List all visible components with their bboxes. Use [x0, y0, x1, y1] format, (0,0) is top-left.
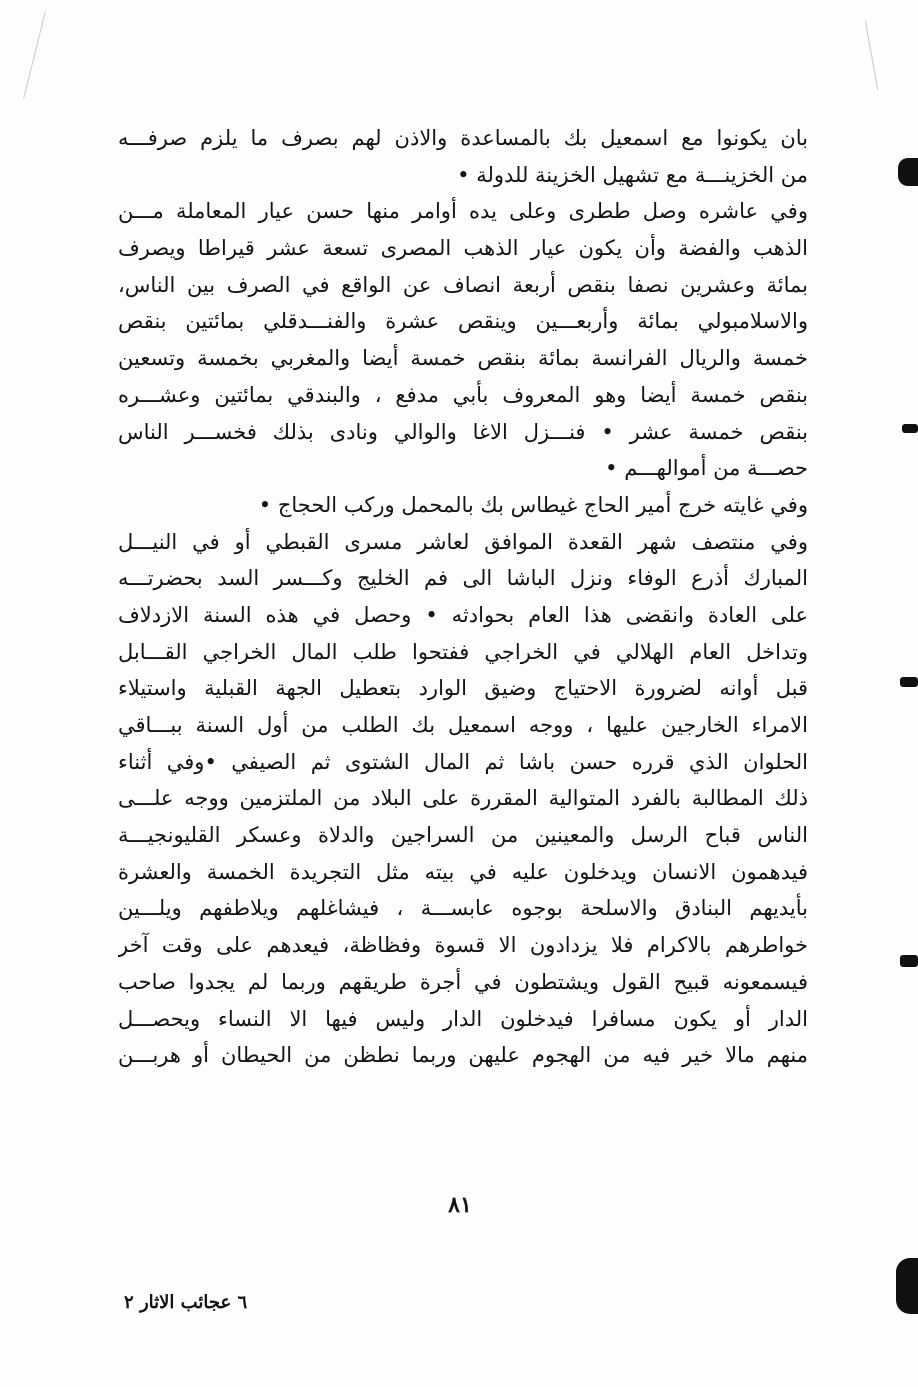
text-line: الدار أو يكون مسافرا فيدخلون الدار وليس فيها الا النساء ويحصـــل: [118, 1006, 808, 1031]
text-line: من الخزينـــة مع تشهيل الخزينة للدولة •: [457, 162, 808, 187]
text-line: بان يكونوا مع اسمعيل بك بالمساعدة والاذن لهم بصرف ما يلزم صرفـــه: [118, 126, 808, 150]
scan-binding-mark: [896, 1258, 918, 1314]
text-line: الامراء الخارجين عليها ، ووجه اسمعيل بك الطلب من أول السنة ببـــاقي: [118, 713, 808, 737]
paper-crease: [23, 11, 46, 99]
text-line: وفي غايته خرج أمير الحاج غيطاس بك بالمحمل وركب الحجاج •: [258, 492, 808, 517]
text-line: بنقص خمسة عشر • فنـــزل الاغا والوالي ونادى بذلك فخســـر الناس: [118, 419, 808, 444]
scan-binding-mark: [900, 955, 918, 967]
text-line: ذلك المطالبة بالفرد المتوالية المقررة على البلاد من الملتزمين ووجه علـــى: [118, 786, 808, 811]
text-line: خمسة والريال الفرانسة بمائة بنقص خمسة أيضا والمغربي بخمسة وتسعين: [118, 346, 808, 371]
text-line: والاسلامبولي بمائة وأربعـــين وينقص عشرة والفنـــدقلي بمائتين بنقص: [118, 309, 808, 334]
paper-crease: [865, 20, 878, 89]
text-line: المبارك أذرع الوفاء ونزل الباشا الى فم الخليج وكـــسر السد بحضرتـــه: [118, 566, 808, 591]
page-number: ٨١: [448, 1192, 472, 1218]
text-line: فيسمعونه قبيح القول ويشتطون في أجرة طريقهم وربما لم يجدوا صاحب: [118, 969, 808, 994]
text-line: قبل أوانه لضرورة الاحتياج وضيق الوارد بتعطيل الجهة القبلية واستيلاء: [118, 676, 808, 701]
text-line: حصـــة من أموالهـــم •: [605, 456, 808, 481]
text-line: بنقص خمسة أيضا وهو المعروف بأبي مدفع ، والبندقي بمائتين وعشـــره: [118, 382, 808, 407]
text-line: منهم مالا خير فيه من الهجوم عليهن وربما نطظن من الحيطان أو هربـــن: [118, 1043, 808, 1068]
text-line: بمائة وعشرين نصفا بنقص أربعة انصاف عن الواقع في الصرف بين الناس،: [118, 272, 808, 297]
body-text: [118, 120, 808, 1074]
text-line: الحلوان الذي قرره حسن باشا ثم المال الشتوى ثم الصيفي •وفي أثناء: [118, 749, 808, 774]
scan-binding-mark: [898, 158, 918, 186]
text-line: بأيديهم البنادق والاسلحة بوجوه عابســـة ، فيشاغلهم ويلاطفهم ويلـــين: [118, 896, 808, 921]
scan-binding-mark: [902, 424, 918, 433]
footer-signature: ٦ عجائب الاثار ٢: [124, 1292, 248, 1313]
text-line: خواطرهم بالاكرام فلا يزدادون الا قسوة وفظاظة، فيعدهم على وقت آخر: [118, 933, 808, 958]
text-line: الناس قباح الرسل والمعينين من السراجين والدلاة وعسكر القليونجيـــة: [118, 823, 808, 848]
scan-binding-mark: [900, 677, 918, 687]
text-line: وتداخل العام الهلالي في الخراجي ففتحوا طلب المال الخراجي القـــابل: [118, 639, 808, 664]
text-line: وفي منتصف شهر القعدة الموافق لعاشر مسرى القبطي أو في النيـــل: [118, 529, 808, 554]
text-line: الذهب والفضة وأن يكون عيار الذهب المصرى تسعة عشر قيراطا ويصرف: [118, 236, 808, 261]
text-line: وفي عاشره وصل ططرى وعلى يده أوامر منها حسن عيار المعاملة مـــن: [118, 199, 808, 224]
text-line: فيدهمون الانسان ويدخلون عليه في بيته مثل التجريدة الخمسة والعشرة: [118, 859, 808, 884]
text-line: على العادة وانقضى هذا العام بحوادثه • وحصل في هذه السنة الازدلاف: [118, 602, 808, 627]
